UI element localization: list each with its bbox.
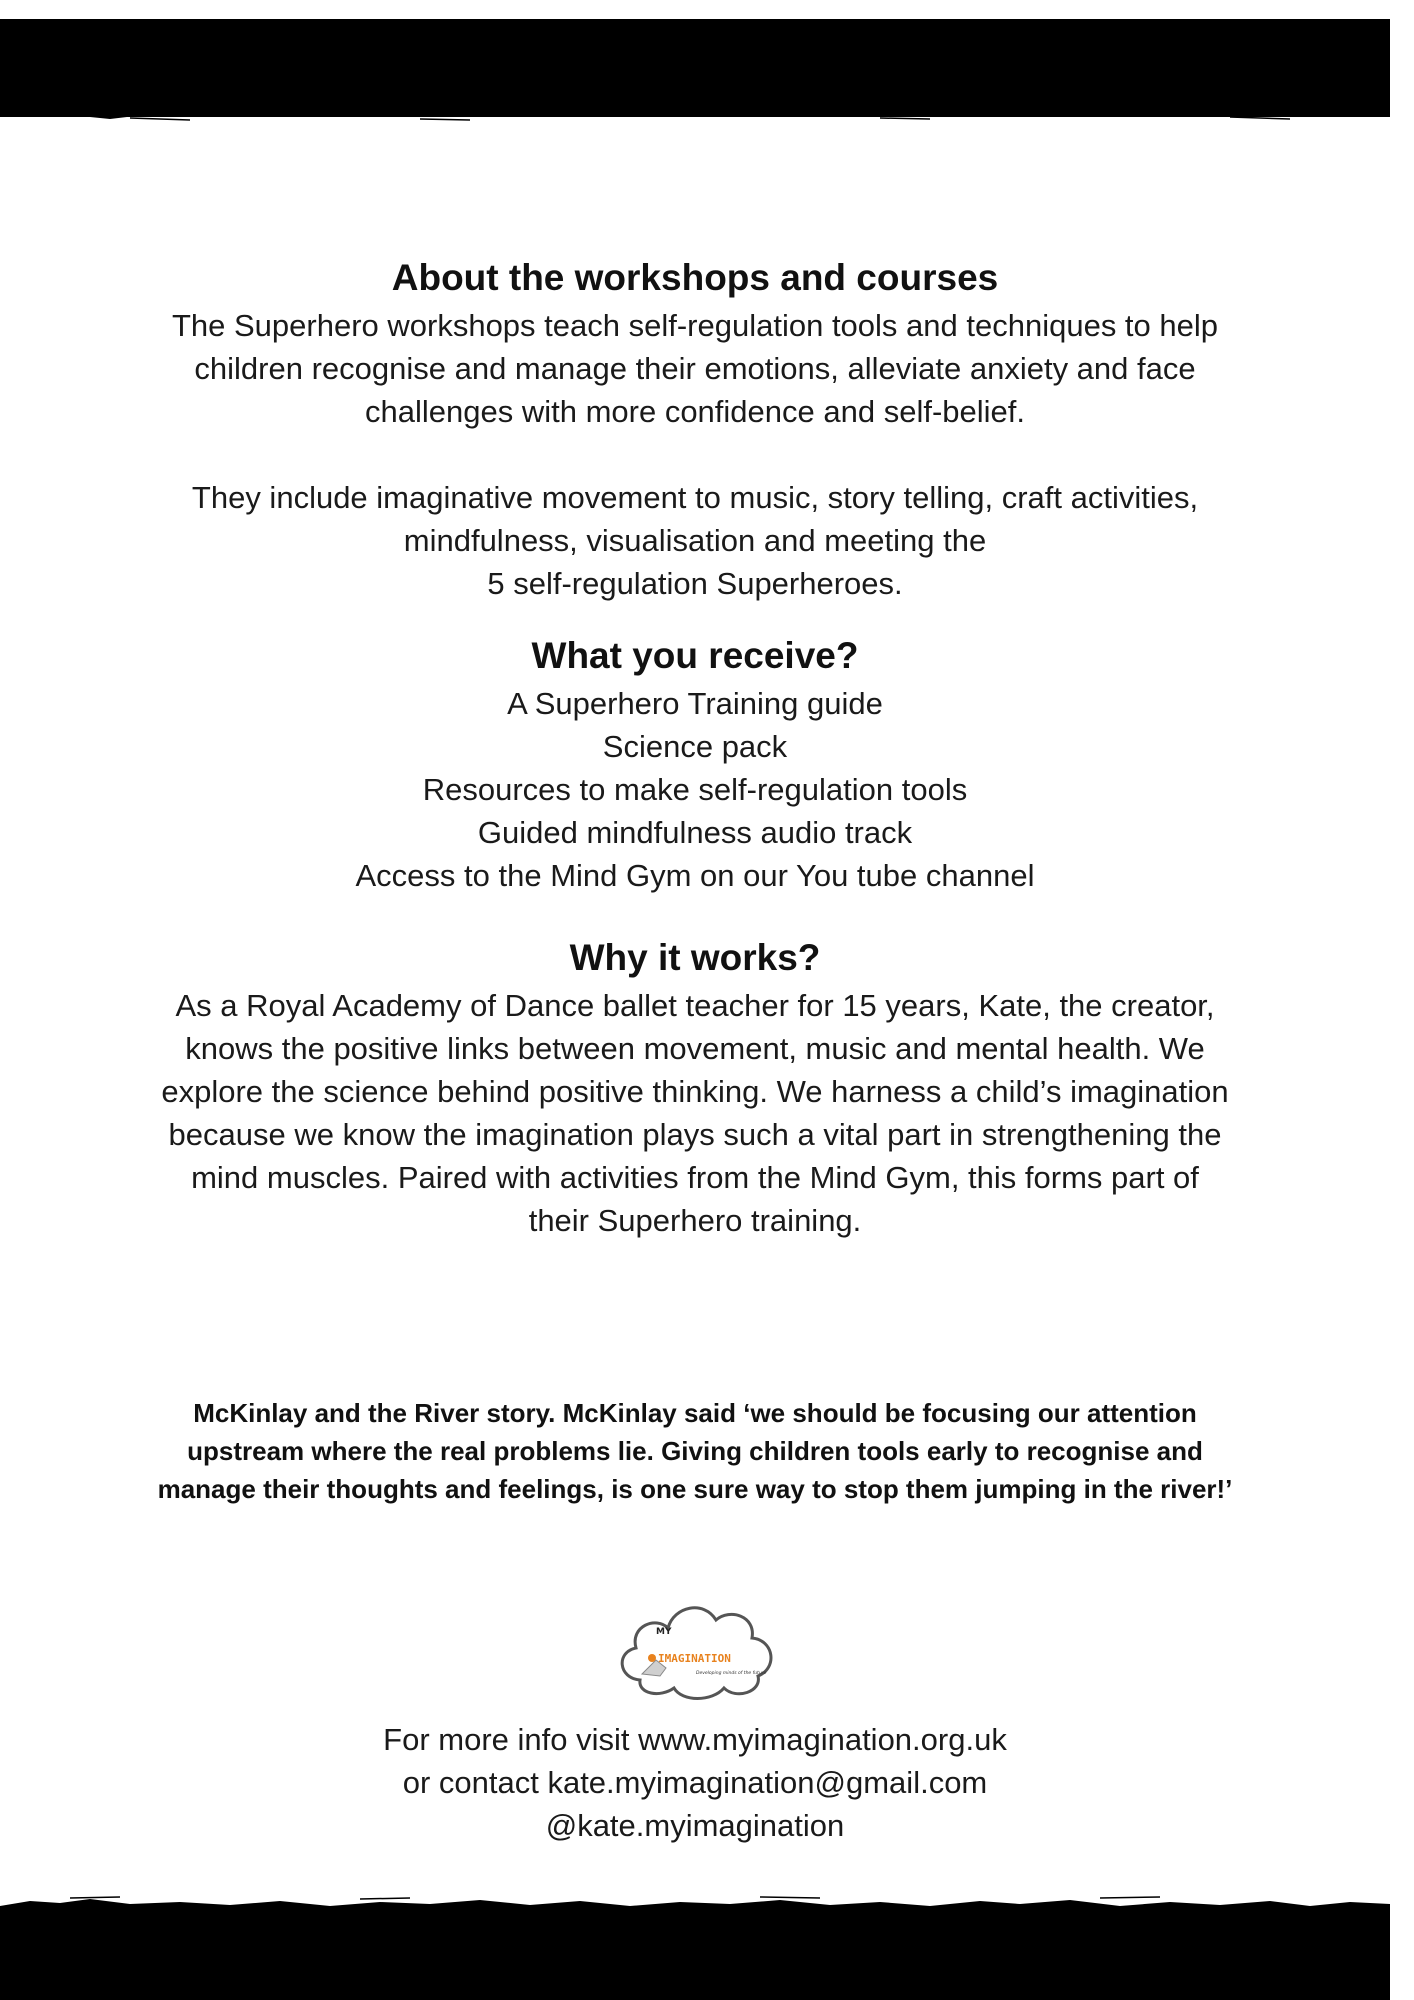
contact-website: For more info visit www.myimagination.org.uk <box>383 1722 1007 1757</box>
why-line: mind muscles. Paired with activities from the Mind Gym, this forms part of <box>191 1160 1199 1195</box>
logo-my: MY <box>656 1627 672 1637</box>
logo-word: IMAGINATION <box>658 1652 731 1665</box>
why-line: As a Royal Academy of Dance ballet teacher for 15 years, Kate, the creator, <box>175 988 1215 1023</box>
list-item: Science pack <box>602 729 788 764</box>
quote-line: upstream where the real problems lie. Giving children tools early to recognise and <box>187 1436 1203 1466</box>
about-p1-line: The Superhero workshops teach self-regulation tools and techniques to help <box>171 308 1219 343</box>
logo-tagline: Developing minds of the future <box>696 1671 767 1676</box>
why-line: knows the positive links between movement, music and mental health. We <box>185 1031 1205 1066</box>
list-item: Guided mindfulness audio track <box>477 815 913 850</box>
about-p2-line: They include imaginative movement to music, story telling, craft activities, <box>191 480 1199 515</box>
why-heading: Why it works? <box>569 937 821 978</box>
contact-info <box>110 1718 1280 1847</box>
quote-line: manage their thoughts and feelings, is one sure way to stop them jumping in the river!’ <box>157 1474 1233 1504</box>
bottom-black-band <box>0 1908 1390 2000</box>
contact-email: or contact kate.myimagination@gmail.com <box>402 1765 988 1800</box>
why-line: their Superhero training. <box>528 1203 862 1238</box>
why-line: explore the science behind positive thinking. We harness a child’s imagination <box>161 1074 1229 1109</box>
list-item: Resources to make self-regulation tools <box>422 772 968 807</box>
about-p1-line: challenges with more confidence and self-belief. <box>365 394 1025 429</box>
top-torn-edge <box>0 105 1390 123</box>
list-item: A Superhero Training guide <box>507 686 883 721</box>
contact-handle: @kate.myimagination <box>545 1808 845 1843</box>
about-paragraph-1 <box>110 304 1280 433</box>
receive-list <box>110 682 1280 897</box>
mckinlay-quote <box>110 1394 1280 1508</box>
list-item: Access to the Mind Gym on our You tube channel <box>355 858 1035 893</box>
about-heading: About the workshops and courses <box>391 257 999 298</box>
main-content <box>110 252 1280 1242</box>
why-paragraph <box>110 984 1280 1242</box>
about-p2-line: mindfulness, visualisation and meeting the <box>403 523 987 558</box>
about-p1-line: children recognise and manage their emotions, alleviate anxiety and face <box>194 351 1196 386</box>
about-p2-line: 5 self-regulation Superheroes. <box>487 566 903 601</box>
quote-line: McKinlay and the River story. McKinlay said ‘we should be focusing our attention <box>193 1398 1197 1428</box>
receive-heading: What you receive? <box>531 635 859 676</box>
cloud-logo-icon <box>612 1588 782 1706</box>
top-black-band <box>0 19 1390 117</box>
about-paragraph-2 <box>110 476 1280 605</box>
why-line: because we know the imagination plays such a vital part in strengthening the <box>168 1117 1222 1152</box>
